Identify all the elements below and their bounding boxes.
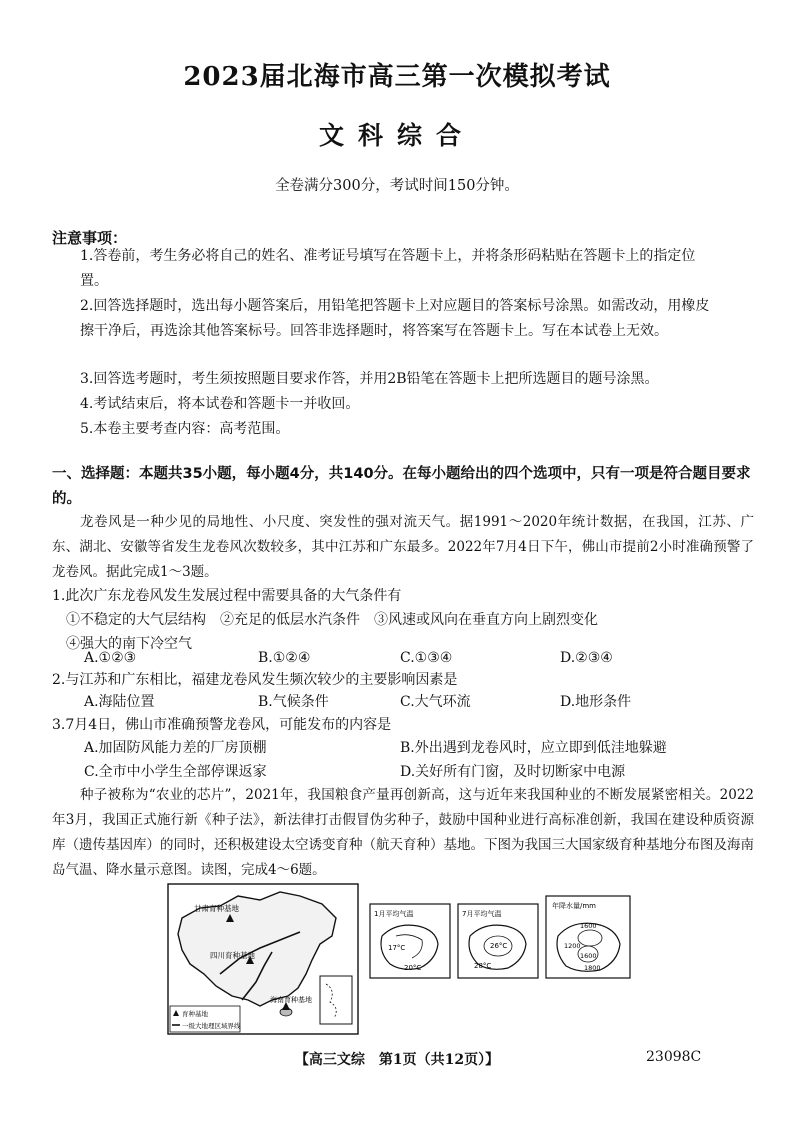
panel-jan-title: 1月平均气温	[374, 910, 414, 918]
jan-label-2: 20°C	[404, 964, 422, 972]
question-3-option-a: A.加固防风能力差的厂房顶棚	[84, 740, 267, 756]
exam-meta: 全卷满分300分，考试时间150分钟。	[275, 178, 519, 194]
page-footer: 【高三文综 第1页（共12页）】	[294, 1052, 500, 1068]
jul-label-1: 26°C	[490, 942, 508, 950]
question-1-option-c: C.①③④	[400, 650, 453, 666]
question-1-option-a: A.①②③	[84, 650, 137, 666]
question-2-option-a: A.海陆位置	[84, 694, 155, 710]
precip-label-1: 1600	[580, 922, 597, 930]
question-3-option-c: C.全市中小学生全部停课返家	[84, 764, 267, 780]
note-item-1: 1.答卷前，考生务必将自己的姓名、准考证号填写在答题卡上，并将条形码粘贴在答题卡上的指定位置。	[80, 248, 696, 289]
question-3-option-b: B.外出遇到龙卷风时，应立即到低洼地躲避	[400, 740, 667, 756]
question-2-stem: 2.与江苏和广东相比，福建龙卷风发生频次较少的主要影响因素是	[52, 672, 458, 688]
legend-boundary-label: 一级大地理区域界线	[182, 1022, 241, 1030]
note-item-5: 5.本卷主要考查内容：高考范围。	[80, 421, 290, 437]
question-1-items-line1: ①不稳定的大气层结构 ②充足的低层水汽条件 ③风速或风向在垂直方向上剧烈变化	[66, 612, 598, 628]
question-1-items-line2: ④强大的南下冷空气	[66, 636, 192, 652]
map-label-sichuan: 四川育种基地	[210, 951, 255, 960]
question-1-option-d: D.②③④	[560, 650, 613, 666]
legend-base-label: 育种基地	[182, 1010, 208, 1018]
question-3-option-d: D.关好所有门窗，及时切断家中电源	[400, 764, 626, 780]
question-2-option-c: C.大气环流	[400, 694, 471, 710]
passage-1: 龙卷风是一种少见的局地性、小尺度、突发性的强对流天气。据1991～2020年统计数据，在我国，江苏、广东、湖北、安徽等省发生龙卷风次数较多，其中江苏和广东最多。2022年7月4日下午，佛山市提前2小时准确预警了龙卷风。据此完成1～3题。	[52, 514, 754, 580]
jan-label-1: 17°C	[388, 944, 406, 952]
question-2-option-b: B.气候条件	[258, 694, 329, 710]
map-label-gansu: 甘肃育种基地	[194, 904, 239, 913]
map-label-hainan: 海南育种基地	[270, 996, 312, 1004]
note-item-3: 3.回答选考题时，考生须按照题目要求作答，并用2B铅笔在答题卡上把所选题目的题号涂黑。	[80, 371, 659, 387]
passage-2: 种子被称为“农业的芯片”，2021年，我国粮食产量再创新高，这与近年来我国种业的不断发展紧密相关。2022年3月，我国正式施行新《种子法》，新法律打击假冒伪劣种子，鼓励中国种业进行高标准创新，我国在建设种质资源库（遗传基因库）的同时，还积极建设太空诱变育种（航天育种）基地。下图为我国三大国家级育种基地分布图及海南岛气温、降水量示意图。读图，完成4～6题。	[52, 787, 754, 878]
panel-jul-title: 7月平均气温	[462, 910, 502, 918]
precip-label-4: 1800	[584, 964, 601, 972]
exam-title: 2023届北海市高三第一次模拟考试	[183, 62, 611, 92]
note-item-2: 2.回答选择题时，选出每小题答案后，用铅笔把答题卡上对应题目的答案标号涂黑。如需改动，用橡皮擦干净后，再选涂其他答案标号。回答非选择题时，将答案写在答题卡上。写在本试卷上无效。	[80, 298, 710, 339]
precip-label-3: 1600	[580, 952, 597, 960]
section-heading: 一、选择题：本题共35小题，每小题4分，共140分。在每小题给出的四个选项中，只有一项是符合题目要求的。	[52, 466, 751, 507]
note-item-4: 4.考试结束后，将本试卷和答题卡一并收回。	[80, 396, 360, 412]
question-3-stem: 3.7月4日，佛山市准确预警龙卷风，可能发布的内容是	[52, 717, 392, 733]
south-sea-inset	[320, 976, 352, 1024]
precip-label-2: 1200	[564, 942, 581, 950]
question-1-option-b: B.①②④	[258, 650, 311, 666]
exam-subject: 文科综合	[318, 121, 475, 150]
question-2-option-d: D.地形条件	[560, 694, 632, 710]
panel-precip-title: 年降水量/mm	[552, 902, 596, 910]
notes-title: 注意事项：	[52, 229, 128, 247]
breeding-base-figure	[160, 878, 640, 1040]
jul-label-2: 28°C	[474, 962, 492, 970]
paper-code: 23098C	[646, 1049, 702, 1065]
question-1-stem: 1.此次广东龙卷风发生发展过程中需要具备的大气条件有	[52, 588, 402, 604]
